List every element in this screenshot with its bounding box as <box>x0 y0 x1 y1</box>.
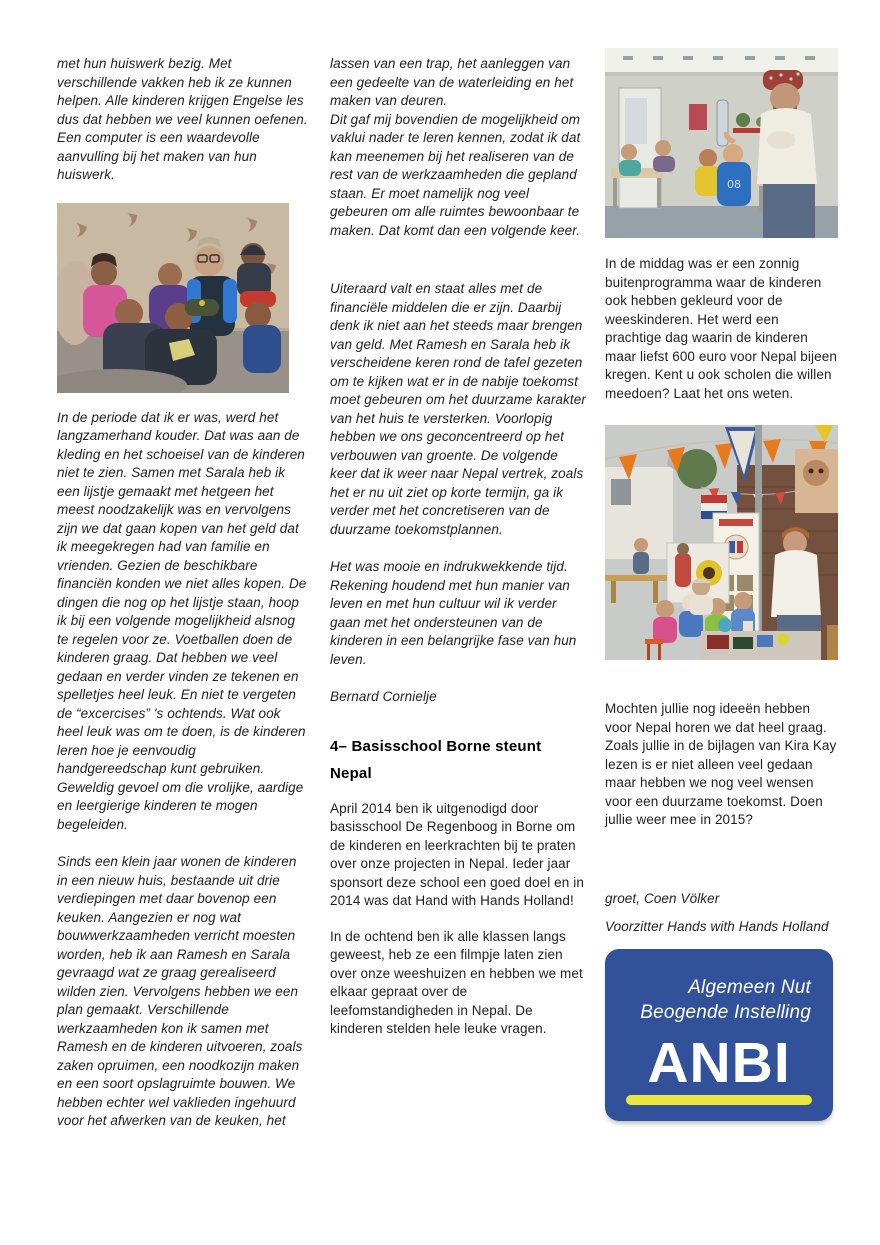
orphan-children-group-photo <box>57 203 289 393</box>
paragraph: met hun huiswerk bezig. Met verschillende vakken heb ik ze kunnen helpen. Alle kinderen krijgen Engelse les dus dat hebben we veel kunnen oefenen. Een computer is een waardevolle aanvulling bij het maken van hun huiswerk. <box>57 56 308 182</box>
anbi-yellow-bar <box>626 1095 812 1105</box>
paragraph: lassen van een trap, het aanleggen van een gedeelte van de waterleiding en het maken van deuren. <box>330 56 574 108</box>
section-heading: 4– Basisschool Borne steunt Nepal <box>330 737 542 782</box>
anbi-subtitle <box>605 949 833 1025</box>
anbi-logo <box>605 949 833 1121</box>
anbi-subtitle-line2: Beogende Instelling <box>640 1001 811 1023</box>
paragraph: In de middag was er een zonnig buitenprogramma waar de kinderen ook hebben gekleurd voor de weeskinderen. Het werd een prachtige dag waarin de kinderen maar liefst 600 euro voor Nepal bijeen kregen. Kent u ook scholen die willen meedoen? Laat het ons weten. <box>605 256 837 401</box>
right-column <box>605 48 838 1121</box>
author-signature: Bernard Cornielje <box>330 689 437 704</box>
left-column <box>57 55 309 1131</box>
anbi-subtitle-line1: Algemeen Nut <box>688 976 811 998</box>
paragraph: Het was mooie en indrukwekkende tijd. Rekening houdend met hun manier van leven en met hun cultuur wil ik verder gaan met het ondersteunen van de kinderen in een belangrijke fase van hun leven. <box>330 559 577 667</box>
paragraph: April 2014 ben ik uitgenodigd door basisschool De Regenboog in Borne om de kinderen en leerkrachten bij te praten over onze projecten in Nepal. Ieder jaar sponsort deze school een goed doel en in 2014 was dat Hand with Hands Holland! <box>330 800 584 908</box>
paragraph: Uiteraard valt en staat alles met de financiële middelen die er zijn. Daarbij denk ik niet aan het steeds maar brengen van geld. Met Ramesh en Sarala heb ik verscheidene keren rond de tafel gezeten om te kijken wat er in de nabije toekomst moet gebeuren om het duurzame karakter van het huis te versterken. Voorlopig hebben we ons geconcentreerd op het verbouwen van groente. De volgende keer dat ik weer naar Nepal vertrek, zoals het er nu uit ziet op korte termijn, ga ik verder met het concretiseren van de duurzame toekomstplannen. <box>330 281 586 537</box>
greeting-signature: groet, Coen Völker <box>605 890 720 906</box>
paragraph: In de periode dat ik er was, werd het langzamerhand kouder. Dat was aan de kleding en het schoeisel van de kinderen niet te zien. Samen met Sarala heb ik een lijstje gemaakt met hetgeen het meest noodzakelijk was en vervolgens zijn we dat gaan kopen van het geld dat ik meegekregen had van familie en vrienden. Gezien de beschikbare financiën konden we niet alles kopen. De dingen die nog op het lijstje staan, hoop ik bij een volgende mogelijkheid alsnog te regelen voor ze. Voetballen doen de kinderen graag. Dat hebben we veel gedaan en verder vinden ze tekenen en spelletjes heel leuk. En niet te vergeten de “excercises” 's ochtends. Wat ook heel leuk was om te doen, is de kinderen leren hoe je eenvoudig handgereedschap kunt gebruiken. Geweldig gevoel om die vrolijke, aardige en leergierige kinderen te mogen begeleiden. <box>57 409 307 832</box>
paragraph: Sinds een klein jaar wonen de kinderen in een nieuw huis, bestaande uit drie verdiepingen met daar bovenop een keuken. Aangezien er nog wat bouwwerkzaamheden verricht moesten worden, heb ik aan Ramesh en Sarala gevraagd wat ze graag gerealiseerd wilden zien. Vervolgens hebben we een plan gemaakt. Verschillende werkzaamheden kon ik samen met Ramesh en de kinderen uitvoeren, zoals zaken opruimen, een noodkozijn maken en een soort opslagruimte bouwen. We hebben echter wel vaklieden ingehuurd voor het afwerken van de keuken, het <box>57 854 303 1128</box>
anbi-acronym: ANBI <box>647 1030 791 1095</box>
paragraph: Dit gaf mij bovendien de mogelijkheid om vaklui nader te leren kennen, zodat ik dat kan meenemen bij het realiseren van de rest van de werkzaamheden die gepland staan. Er moet namelijk nog veel gebeuren om alle ruimtes bewoonbaar te maken. Dat komt dan een volgende keer. <box>330 111 581 238</box>
svg-text:08: 08 <box>727 178 741 191</box>
chairman-role: Voorzitter Hands with Hands Holland <box>605 919 829 934</box>
middle-column <box>330 55 586 1039</box>
paragraph: Mochten jullie nog ideeën hebben voor Nepal horen we dat heel graag. Zoals jullie in de bijlagen van Kira Kay lezen is er niet alleen veel gedaan maar hebben we nog veel wensen voor een duurzame toekomst. Doen jullie weer mee in 2015? <box>605 701 837 827</box>
paragraph: In de ochtend ben ik alle klassen langs geweest, heb ze een filmpje laten zien over onze weeshuizen en hebben we met elkaar gepraat over de leefomstandigheden in Nepal. De kinderen stelden hele leuke vragen. <box>330 928 583 1036</box>
schoolyard-fundraiser-photo <box>605 425 838 660</box>
classroom-presentation-photo <box>605 48 838 238</box>
